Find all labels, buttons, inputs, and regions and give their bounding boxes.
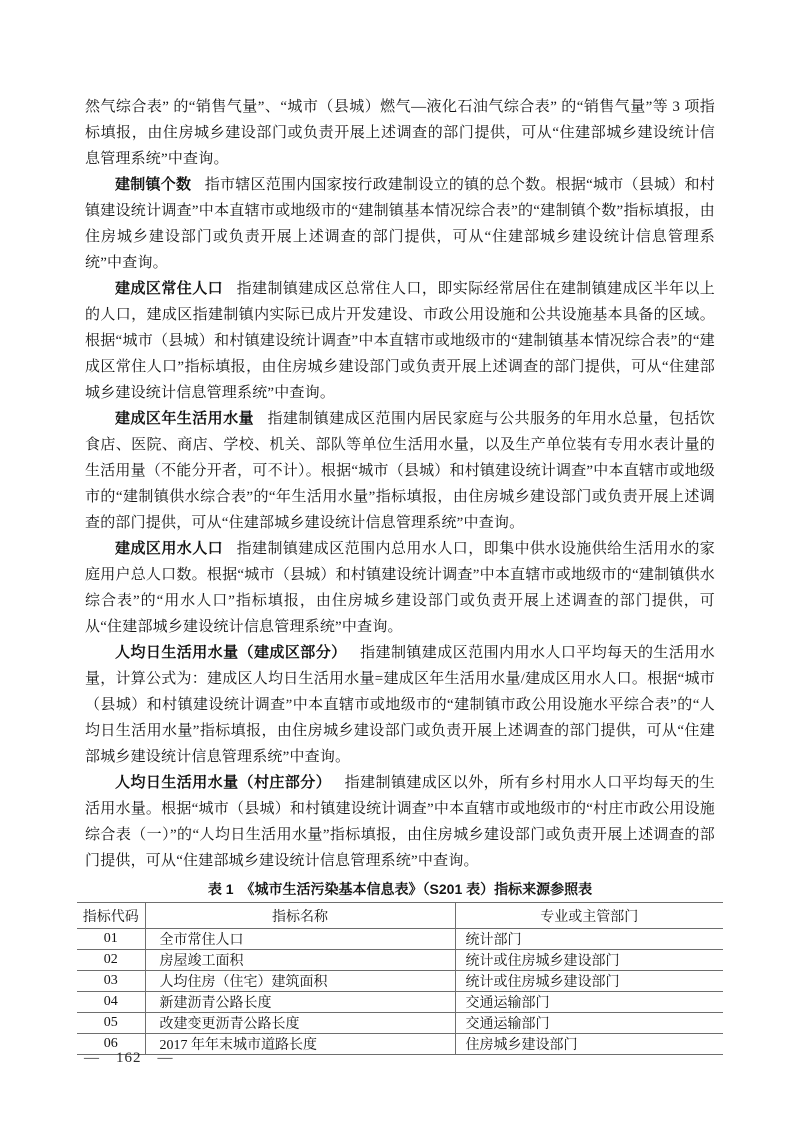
paragraph-text: 指建制镇建成区总常住人口，即实际经常居住在建制镇建成区半年以上的人口，建成区指建制镇内实际已成片开发建设、市政公用设施和公共设施基本具备的区域。根据“城市（县城）和村镇建设统计调查”中本直辖市或地级市的“建制镇基本情况综合表”的“建成区常住人口”指标填报，由住房城乡建设部门或负责开展上述调查的部门提供，可从“住建部城乡建设统计信息管理系统”中查询。 — [85, 281, 715, 401]
table-row — [77, 992, 723, 1013]
paragraph-text: 指建制镇建成区范围内用水人口平均每天的生活用水量，计算公式为：建成区人均日生活用水量=建成区年生活用水量/建成区用水人口。根据“城市（县城）和村镇建设统计调查”中本直辖市或地级市的“建制镇市政公用设施水平综合表”的“人均日生活用水量”指标填报，由住房城乡建设部门或负责开展上述调查的部门提供，可从“住建部城乡建设统计信息管理系统”中查询。 — [85, 645, 715, 765]
paragraph-text: 指市辖区范围内国家按行政建制设立的镇的总个数。根据“城市（县城）和村镇建设统计调查”中本直辖市或地级市的“建制镇基本情况综合表”的“建制镇个数”指标填报，由住房城乡建设部门或负责开展上述调查的部门提供，可从“住建部城乡建设统计信息管理系统”中查询。 — [85, 177, 715, 271]
term-label: 建制镇个数 — [115, 176, 192, 193]
paragraph-text: 指建制镇建成区以外，所有乡村用水人口平均每天的生活用水量。根据“城市（县城）和村镇建设统计调查”中本直辖市或地级市的“村庄市政公用设施综合表（一）”的“人均日生活用水量”指标填报，由住房城乡建设部门或负责开展上述调查的部门提供，可从“住建部城乡建设统计信息管理系统”中查询。 — [85, 775, 715, 869]
cell-department: 住房城乡建设部门 — [455, 1034, 723, 1055]
table-row — [77, 1013, 723, 1034]
cell-indicator-name: 改建变更沥青公路长度 — [145, 1013, 455, 1034]
cell-indicator-name: 全市常住人口 — [145, 929, 455, 950]
paragraph-text: 指建制镇建成区范围内总用水人口，即集中供水设施供给生活用水的家庭用户总人口数。根据“城市（县城）和村镇建设统计调查”中本直辖市或地级市的“建制镇供水综合表”的“用水人口”指标填报，由住房城乡建设部门或负责开展上述调查的部门提供，可从“住建部城乡建设统计信息管理系统”中查询。 — [85, 541, 715, 635]
cell-department: 交通运输部门 — [455, 992, 723, 1013]
column-header-department: 专业或主管部门 — [455, 903, 723, 929]
page-number: — 162 — — [84, 1050, 174, 1066]
document-body — [82, 94, 715, 1055]
cell-indicator-name: 房屋竣工面积 — [145, 950, 455, 971]
paragraph-nian-shenghuo-yongshuiliang — [85, 406, 715, 536]
paragraph-text: 指建制镇建成区范围内居民家庭与公共服务的年用水总量，包括饮食店、医院、商店、学校、机关、部队等单位生活用水量，以及生产单位装有专用水表计量的生活用量（不能分开者，可不计）。根据“城市（县城）和村镇建设统计调查”中本直辖市或地级市的“建制镇供水综合表”的“年生活用水量”指标填报，由住房城乡建设部门或负责开展上述调查的部门提供，可从“住建部城乡建设统计信息管理系统”中查询。 — [85, 411, 715, 531]
paragraph-yongshui-renkou — [85, 536, 715, 640]
term-label: 人均日生活用水量（建成区部分） — [115, 644, 347, 661]
term-label: 建成区常住人口 — [115, 280, 224, 297]
cell-department: 交通运输部门 — [455, 1013, 723, 1034]
term-label: 建成区年生活用水量 — [115, 410, 254, 427]
paragraph-text: 然气综合表” 的“销售气量”、“城市（县城）燃气—液化石油气综合表” 的“销售气量”等 3 项指标填报，由住房城乡建设部门或负责开展上述调查的部门提供，可从“住建部城乡建设统计信息管理系统”中查询。 — [85, 99, 715, 167]
cell-department: 统计或住房城乡建设部门 — [455, 971, 723, 992]
paragraph-changzhu-renkou — [85, 276, 715, 406]
cell-indicator-code: 02 — [77, 950, 145, 971]
table-row — [77, 929, 723, 950]
cell-indicator-code: 04 — [77, 992, 145, 1013]
cell-indicator-code: 03 — [77, 971, 145, 992]
paragraph-renjun-cunzhuang — [85, 770, 715, 874]
cell-department: 统计部门 — [455, 929, 723, 950]
indicator-source-table — [77, 902, 723, 1055]
table-header-row — [77, 903, 723, 929]
cell-indicator-name: 2017 年年末城市道路长度 — [145, 1034, 455, 1055]
table-row — [77, 950, 723, 971]
cell-indicator-name: 新建沥青公路长度 — [145, 992, 455, 1013]
table-title: 表 1 《城市生活污染基本信息表》（S201 表）指标来源参照表 — [207, 881, 593, 897]
column-header-indicator-code: 指标代码 — [77, 903, 145, 929]
table-row — [77, 971, 723, 992]
paragraph-jianzhizhen-geshu — [85, 172, 715, 276]
paragraph-renjun-jianchengqu — [85, 640, 715, 770]
term-label: 建成区用水人口 — [115, 540, 224, 557]
cell-indicator-code: 06 — [77, 1034, 145, 1055]
cell-indicator-code: 01 — [77, 929, 145, 950]
term-label: 人均日生活用水量（村庄部分） — [115, 774, 332, 791]
cell-indicator-code: 05 — [77, 1013, 145, 1034]
cell-department: 统计或住房城乡建设部门 — [455, 950, 723, 971]
paragraph-continuation — [85, 94, 715, 172]
column-header-indicator-name: 指标名称 — [145, 903, 455, 929]
cell-indicator-name: 人均住房（住宅）建筑面积 — [145, 971, 455, 992]
